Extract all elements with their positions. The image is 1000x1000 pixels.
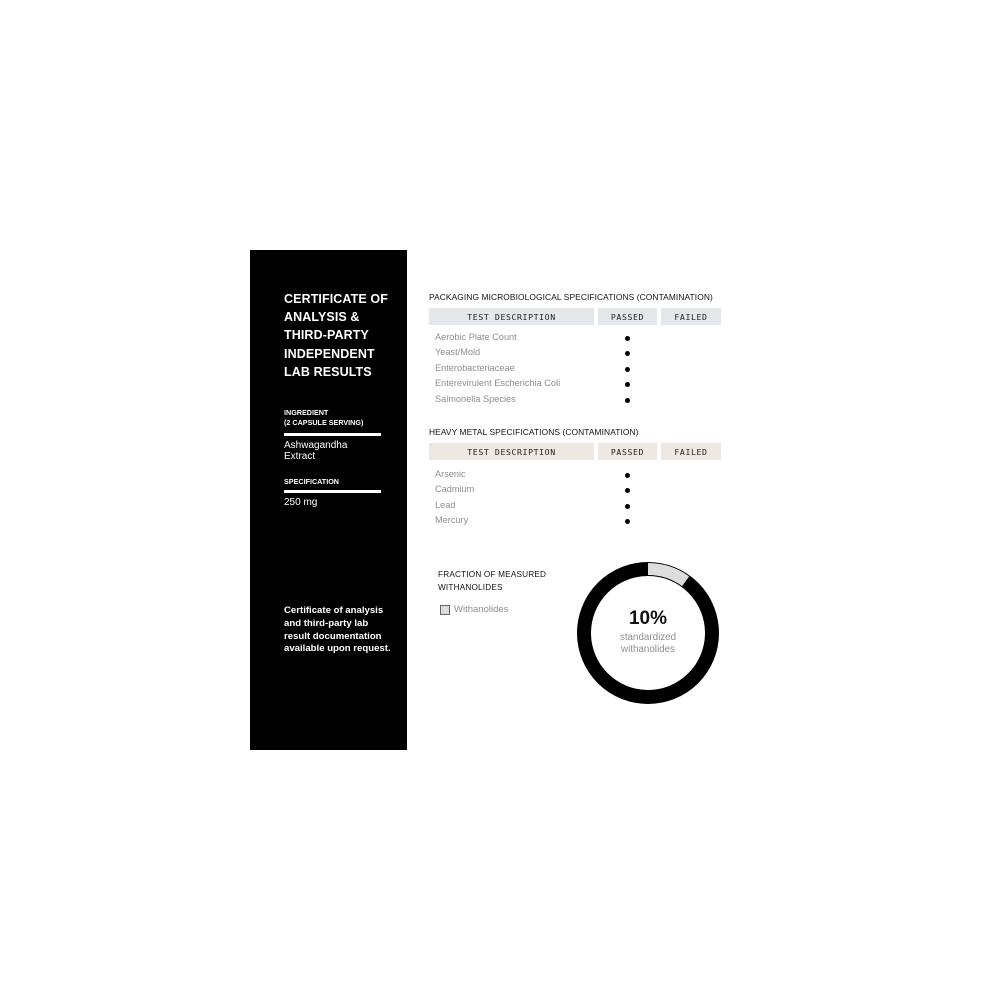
ingredient-rule: [284, 433, 381, 436]
micro-row-label: Salmonella Species: [435, 394, 516, 404]
heavy-row-label: Mercury: [435, 515, 469, 525]
heavy-row-label: Cadmium: [435, 484, 475, 494]
micro-header-failed: FAILED: [661, 308, 721, 325]
micro-header-test: TEST DESCRIPTION: [429, 308, 594, 325]
micro-row-label: Yeast/Mold: [435, 347, 481, 357]
passed-dot: [625, 473, 630, 478]
passed-dot: [625, 351, 630, 356]
specification-label: SPECIFICATION: [284, 477, 339, 486]
passed-dot: [625, 398, 630, 403]
ingredient-value: Ashwagandha Extract: [284, 440, 348, 462]
availability-note: Certificate of analysis and third-party lab result documentation available upon request.: [284, 605, 391, 655]
passed-dot: [625, 382, 630, 387]
micro-row-label: Enterobacteriaceae: [435, 363, 515, 373]
heavy-header-test: TEST DESCRIPTION: [429, 443, 594, 460]
micro-row-label: Enterevirulent Escherichia Coli: [435, 378, 561, 388]
fraction-title: FRACTION OF MEASURED WITHANOLIDES: [438, 570, 547, 592]
left-panel: [250, 250, 407, 750]
passed-dot: [625, 488, 630, 493]
specification-rule: [284, 490, 381, 493]
heavy-header-failed: FAILED: [661, 443, 721, 460]
passed-dot: [625, 504, 630, 509]
heavy-metal-section-title: HEAVY METAL SPECIFICATIONS (CONTAMINATION): [429, 427, 639, 437]
panel-title: CERTIFICATE OF ANALYSIS & THIRD-PARTY INDEPENDENT LAB RESULTS: [284, 292, 388, 379]
passed-dot: [625, 519, 630, 524]
ingredient-label-line2: (2 CAPSULE SERVING): [284, 417, 364, 427]
legend-swatch: [440, 605, 450, 615]
heavy-header-passed: PASSED: [598, 443, 657, 460]
fraction-legend: [440, 604, 508, 615]
passed-dot: [625, 367, 630, 372]
micro-row-label: Aerobic Plate Count: [435, 332, 517, 342]
micro-header-passed: PASSED: [598, 308, 657, 325]
heavy-row-label: Lead: [435, 500, 456, 510]
heavy-row-label: Arsenic: [435, 469, 466, 479]
fraction-subtitle-line2: withanolides: [621, 644, 675, 655]
ingredient-label-line1: INGREDIENT: [284, 408, 329, 417]
legend-label: Withanolides: [454, 604, 509, 615]
fraction-subtitle-line1: standardized: [619, 632, 677, 643]
fraction-percent: 10%: [628, 608, 668, 629]
right-panel: [407, 250, 750, 750]
specification-value: 250 mg: [284, 497, 318, 508]
passed-dot: [625, 336, 630, 341]
certificate-card: [250, 250, 750, 750]
ingredient-label: [284, 408, 363, 427]
fraction-subtitle: [577, 632, 719, 656]
micro-section-title: PACKAGING MICROBIOLOGICAL SPECIFICATIONS (CONTAMINATION): [429, 292, 713, 302]
